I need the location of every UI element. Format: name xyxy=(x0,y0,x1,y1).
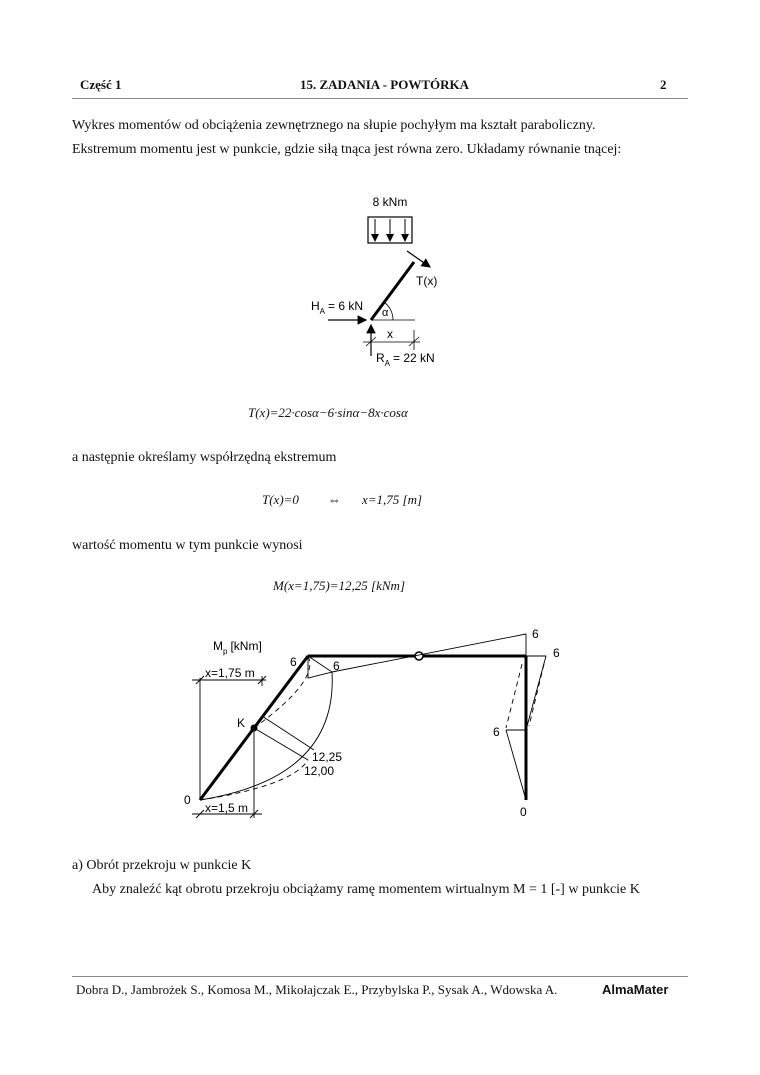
right-dashed xyxy=(529,664,544,726)
ha-label xyxy=(311,299,363,316)
footer-brand: AlmaMater xyxy=(602,982,669,997)
footer-rule xyxy=(72,976,688,977)
value-6-right: 6 xyxy=(553,646,560,660)
corner-triangle xyxy=(308,656,332,678)
item-a-text: Aby znaleźć kąt obrotu przekroju obciążamy ramę momentem wirtualnym M = 1 [-] w punkcie K xyxy=(92,882,640,897)
moment-diagram xyxy=(0,620,760,830)
header-title: 15. ZADANIA - POWTÓRKA xyxy=(300,77,470,92)
equivalence-symbol: ⇔ xyxy=(328,492,341,507)
moment-equation: M(x=1,75)=12,25 [kNm] xyxy=(273,578,405,593)
value-0-right: 0 xyxy=(520,805,527,819)
value-6-mid: 6 xyxy=(493,725,500,739)
page-number: 2 xyxy=(660,77,667,92)
footer-authors: Dobra D., Jambrożek S., Komosa M., Mikołajczak E., Przybylska P., Sysak A., Wdowska A. xyxy=(76,982,558,997)
header-part: Część 1 xyxy=(80,77,122,92)
dim-bottom-label: x=1,5 m xyxy=(205,801,249,815)
shear-free-body-diagram xyxy=(0,0,760,400)
paragraph-2: Ekstremum momentu jest w punkcie, gdzie siłą tnąca jest równa zero. Układamy równanie tnącej: xyxy=(72,142,622,157)
moment-plot xyxy=(200,634,546,800)
value-6-corner: 6 xyxy=(290,655,297,669)
point-k-label: K xyxy=(237,716,246,730)
value-12-25: 12,25 xyxy=(312,750,343,764)
hinge xyxy=(415,652,423,660)
moment-units-label xyxy=(213,639,262,656)
ra-main: R xyxy=(376,351,385,365)
ha-main: H xyxy=(311,299,320,313)
mp-unit: [kNm] xyxy=(230,639,262,653)
x-label: x xyxy=(387,327,393,341)
value-6-inner: 6 xyxy=(333,659,340,673)
right-moment xyxy=(506,730,526,800)
mp-sub: p xyxy=(223,647,228,656)
value-6-top: 6 xyxy=(532,627,539,641)
extremum-line xyxy=(254,728,308,760)
ra-value: = 22 kN xyxy=(393,351,435,365)
ra-sub: A xyxy=(384,359,391,368)
paragraph-4: wartość momentu w tym punkcie wynosi xyxy=(72,538,303,553)
paragraph-3: a następnie określamy współrzędną ekstremum xyxy=(72,450,337,465)
extremum-line xyxy=(262,716,314,750)
mp-main: M xyxy=(213,639,223,653)
inclined-column xyxy=(371,262,414,320)
load-label: 8 kNm xyxy=(372,195,408,209)
value-0-left: 0 xyxy=(184,793,191,807)
moment-parabola xyxy=(200,672,335,800)
shear-equation: T(x)=22·cosα−6·sinα−8x·cosα xyxy=(248,405,408,420)
item-a-title: a) Obrót przekroju w punkcie K xyxy=(72,858,252,873)
ha-value: = 6 kN xyxy=(328,299,364,313)
value-12-00: 12,00 xyxy=(304,764,335,778)
shear-label: T(x) xyxy=(416,274,438,288)
zero-equation-lhs: T(x)=0 xyxy=(262,492,299,507)
beam-moment-line xyxy=(332,634,526,672)
right-dashed xyxy=(506,664,522,728)
zero-equation-rhs: x=1,75 [m] xyxy=(362,492,423,507)
ha-sub: A xyxy=(319,307,326,316)
ra-label xyxy=(376,351,435,368)
paragraph-1: Wykres momentów od obciążenia zewnętrznego na słupie pochyłym ma kształt paraboliczny. xyxy=(72,118,596,133)
dim-top-label: x=1,75 m xyxy=(205,666,255,680)
angle-label: α xyxy=(382,307,389,319)
